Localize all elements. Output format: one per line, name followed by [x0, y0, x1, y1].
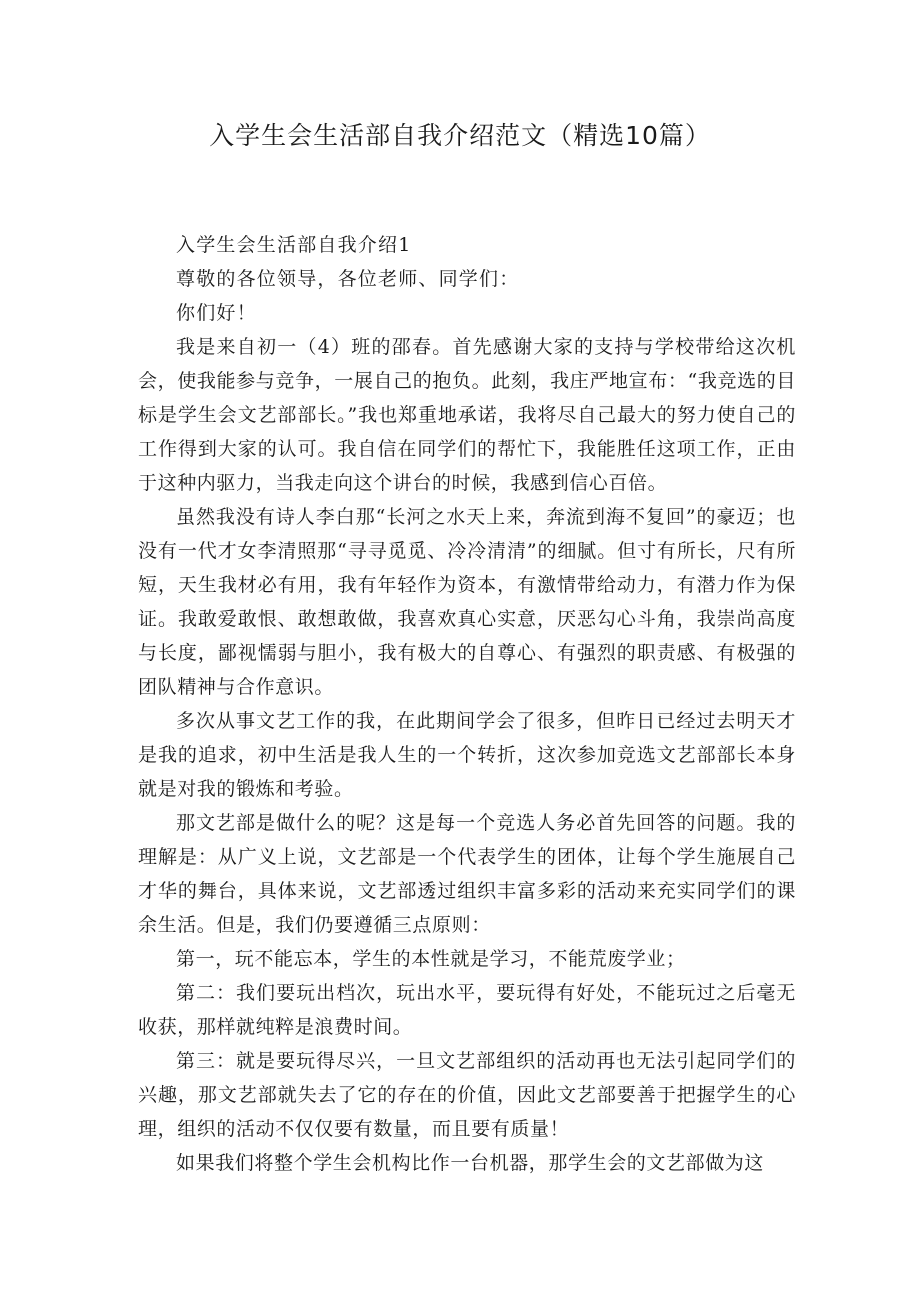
principle-first: 第一，玩不能忘本，学生的本性就是学习，不能荒废学业；: [176, 948, 686, 970]
document-title: 入学生会生活部自我介绍范文（精选10篇）: [209, 121, 711, 150]
document-body: [138, 228, 796, 1180]
principle-third: 第三：就是要玩得尽兴，一旦文艺部组织的活动再也无法引起同学们的兴趣，那文艺部就失去了它的存在的价值，因此文艺部要善于把握学生的心理，组织的活动不仅仅要有数量，而且要有质量！: [138, 1050, 796, 1140]
paragraph-personality: 虽然我没有诗人李白那“长河之水天上来，奔流到海不复回”的豪迈；也没有一代才女李清照那“寻寻觅觅、冷冷清清”的细腻。但寸有所长，尺有所短，天生我材必有用，我有年轻作为资本，有激情带给动力，有潜力作为保证。我敢爱敢恨、敢想敢做，我喜欢真心实意，厌恶勾心斗角，我崇尚高度与长度，鄙视懦弱与胆小，我有极大的自尊心、有强烈的职责感、有极强的团队精神与合作意识。: [138, 506, 796, 698]
principle-second: 第二：我们要玩出档次，玩出水平，要玩得有好处，不能玩过之后毫无收获，那样就纯粹是浪费时间。: [138, 982, 796, 1038]
paragraph-department-role: 那文艺部是做什么的呢？这是每一个竞选人务必首先回答的问题。我的理解是：从广义上说，文艺部是一个代表学生的团体，让每个学生施展自己才华的舞台，具体来说，文艺部透过组织丰富多彩的活动来充实同学们的课余生活。但是，我们仍要遵循三点原则：: [138, 812, 796, 936]
section-heading: 入学生会生活部自我介绍1: [176, 234, 412, 256]
paragraph-experience: 多次从事文艺工作的我，在此期间学会了很多，但昨日已经过去明天才是我的追求，初中生活是我人生的一个转折，这次参加竞选文艺部部长本身就是对我的锻炼和考验。: [138, 710, 796, 800]
paragraph-machine-metaphor: 如果我们将整个学生会机构比作一台机器，那学生会的文艺部做为这: [176, 1152, 765, 1174]
greeting: 你们好！: [176, 302, 257, 324]
salutation: 尊敬的各位领导，各位老师、同学们：: [176, 268, 520, 290]
paragraph-introduction: 我是来自初一（4）班的邵春。首先感谢大家的支持与学校带给这次机会，使我能参与竞争，一展自己的抱负。此刻，我庄严地宣布：“我竞选的目标是学生会文艺部部长。”我也郑重地承诺，我将尽自己最大的努力使自己的工作得到大家的认可。我自信在同学们的帮忙下，我能胜任这项工作，正由于这种内驱力，当我走向这个讲台的时候，我感到信心百倍。: [138, 336, 796, 494]
